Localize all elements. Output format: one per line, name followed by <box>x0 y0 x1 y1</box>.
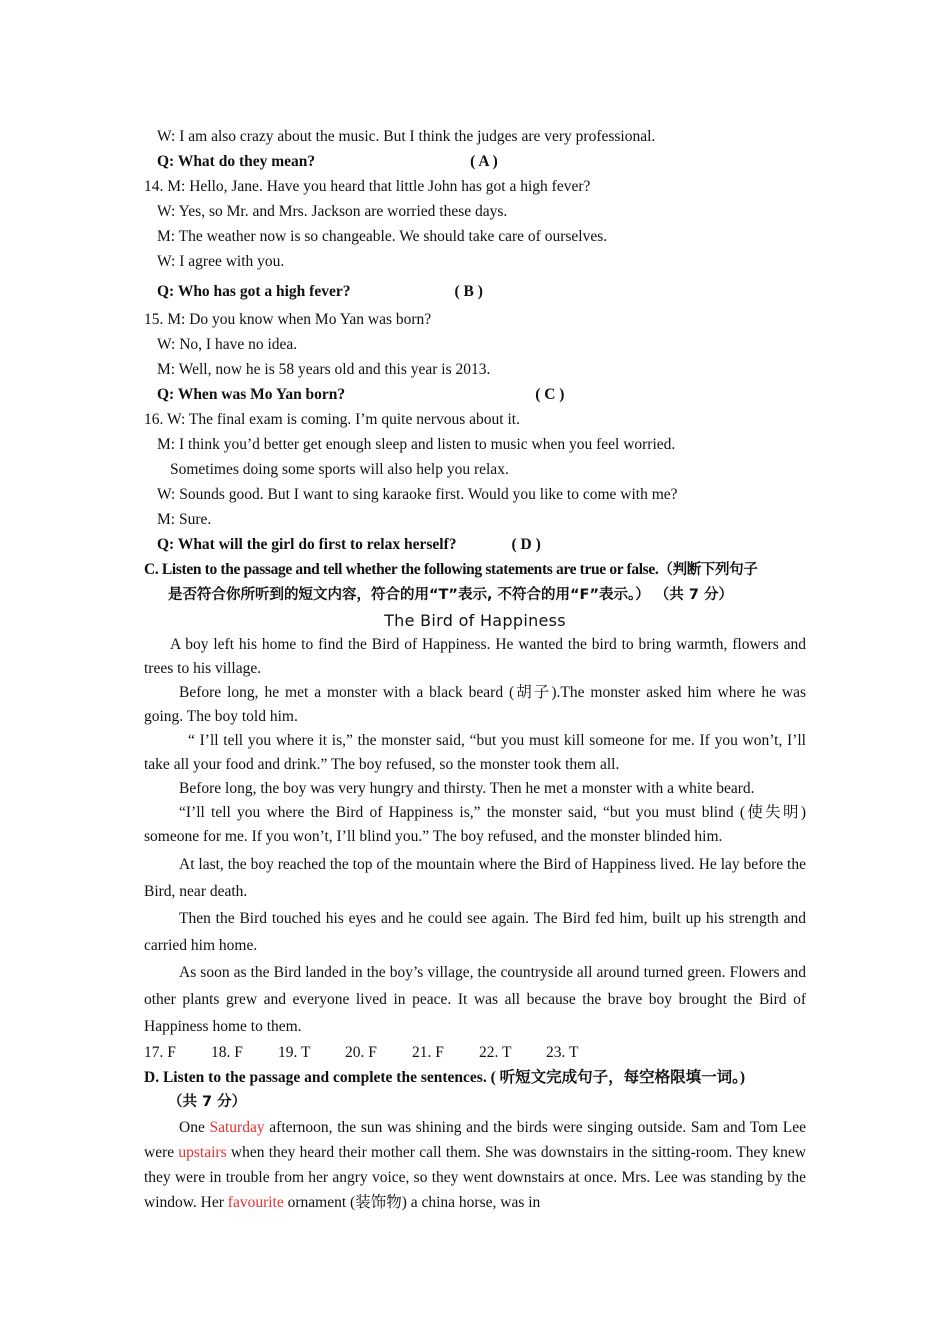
passage-paragraph: “ I’ll tell you where it is,” the monster said, “but you must kill someone for me. If you won’t, I’ll take all your food and drink.” The boy refused, so the monster took them all. <box>144 732 806 773</box>
section-c-heading-cn: （判断下列句子 <box>658 562 758 578</box>
answer-item: 23. T <box>546 1044 579 1061</box>
filled-answer: upstairs <box>178 1144 227 1161</box>
passage-paragraph: Before long, the boy was very hungry and thirsty. Then he met a monster with a white beard. <box>179 780 755 797</box>
dialogue-line: W: Yes, so Mr. and Mrs. Jackson are worried these days. <box>157 203 508 220</box>
dialogue-line: W: Sounds good. But I want to sing karaoke first. Would you like to come with me? <box>157 486 678 503</box>
passage-paragraph <box>144 1115 806 1215</box>
question-line <box>144 279 806 304</box>
section-c-heading <box>144 557 806 583</box>
question-text: Q: Who has got a high fever? <box>157 283 351 300</box>
passage-paragraph: “I’ll tell you where the Bird of Happiness is,” the monster said, “but you must blind (使失明) someone for me. If you won’t, I’ll blind you.” The boy refused, and the monster blinded him. <box>144 804 806 845</box>
passage-paragraph: As soon as the Bird landed in the boy’s village, the countryside all around turned green. Flowers and other plants grew and everyone lived in peace. It was all because the brave boy brought the Bird of Happiness home to them. <box>144 964 806 1035</box>
passage-paragraph: Then the Bird touched his eyes and he could see again. The Bird fed him, built up his strength and carried him home. <box>144 910 806 954</box>
dialogue-line: M: Sure. <box>157 511 212 528</box>
answer-item: 22. T <box>479 1044 512 1061</box>
answer-mark: ( D ) <box>511 536 541 553</box>
document-page <box>144 124 806 1215</box>
answer-mark: ( A ) <box>470 153 498 170</box>
answer-item: 20. F <box>345 1044 377 1061</box>
text-run: afternoon, the sun was shining and the birds were singing outside. Sam and Tom Lee were <box>144 1119 806 1161</box>
answer-mark: ( B ) <box>454 283 483 300</box>
passage-title: The Bird of Happiness <box>384 611 566 630</box>
question-text: Q: When was Mo Yan born? <box>157 386 346 403</box>
answer-mark: ( C ) <box>535 386 565 403</box>
answer-row <box>144 1040 806 1065</box>
question-line <box>144 532 806 557</box>
dialogue-line: 16. W: The final exam is coming. I’m quite nervous about it. <box>144 411 520 428</box>
question-text: Q: What will the girl do first to relax herself? <box>157 536 457 553</box>
text-run: ornament (装饰物) a china horse, was in <box>283 1194 541 1211</box>
answer-item: 21. F <box>412 1044 444 1061</box>
question-line <box>144 149 806 174</box>
section-d-heading: D. Listen to the passage and complete the sentences. ( 听短文完成句子，每空格限填一词。) <box>144 1069 746 1086</box>
dialogue-line: W: I agree with you. <box>157 253 285 270</box>
dialogue-line: M: Well, now he is 58 years old and this year is 2013. <box>157 361 491 378</box>
dialogue-line: 14. M: Hello, Jane. Have you heard that little John has got a high fever? <box>144 178 591 195</box>
section-c-heading-en: C. Listen to the passage and tell whether the following statements are true or false. <box>144 561 659 578</box>
passage-paragraph: A boy left his home to find the Bird of Happiness. He wanted the bird to bring warmth, flowers and trees to his village. <box>144 636 806 677</box>
question-text: Q: What do they mean? <box>157 153 316 170</box>
filled-answer: Saturday <box>209 1119 265 1136</box>
text-run: One <box>179 1119 210 1136</box>
question-line <box>144 382 806 407</box>
answer-item: 17. F <box>144 1044 176 1061</box>
filled-answer: favourite <box>227 1194 284 1211</box>
answer-item: 18. F <box>211 1044 243 1061</box>
passage-paragraph: At last, the boy reached the top of the mountain where the Bird of Happiness lived. He lay before the Bird, near death. <box>144 856 806 900</box>
text-run: when they heard their mother call them. She was downstairs in the sitting-room. They knew they were in trouble from her angry voice, so they went downstairs at once. Mrs. Lee was standing by the window. Her <box>144 1144 806 1211</box>
dialogue-line: 15. M: Do you know when Mo Yan was born? <box>144 311 432 328</box>
dialogue-line: W: No, I have no idea. <box>157 336 298 353</box>
dialogue-line: W: I am also crazy about the music. But I think the judges are very professional. <box>157 128 656 145</box>
section-c-heading-cont: 是否符合你所听到的短文内容，符合的用“T”表示, 不符合的用“F”表示。） （共 7 分） <box>168 587 733 603</box>
dialogue-line: Sometimes doing some sports will also help you relax. <box>170 461 509 478</box>
answer-item: 19. T <box>278 1044 311 1061</box>
dialogue-line: M: I think you’d better get enough sleep and listen to music when you feel worried. <box>157 436 676 453</box>
dialogue-line: M: The weather now is so changeable. We should take care of ourselves. <box>157 228 608 245</box>
passage-paragraph: Before long, he met a monster with a black beard (胡子).The monster asked him where he was going. The boy told him. <box>144 684 806 725</box>
section-d-heading-cont: （共 7 分） <box>168 1094 247 1110</box>
